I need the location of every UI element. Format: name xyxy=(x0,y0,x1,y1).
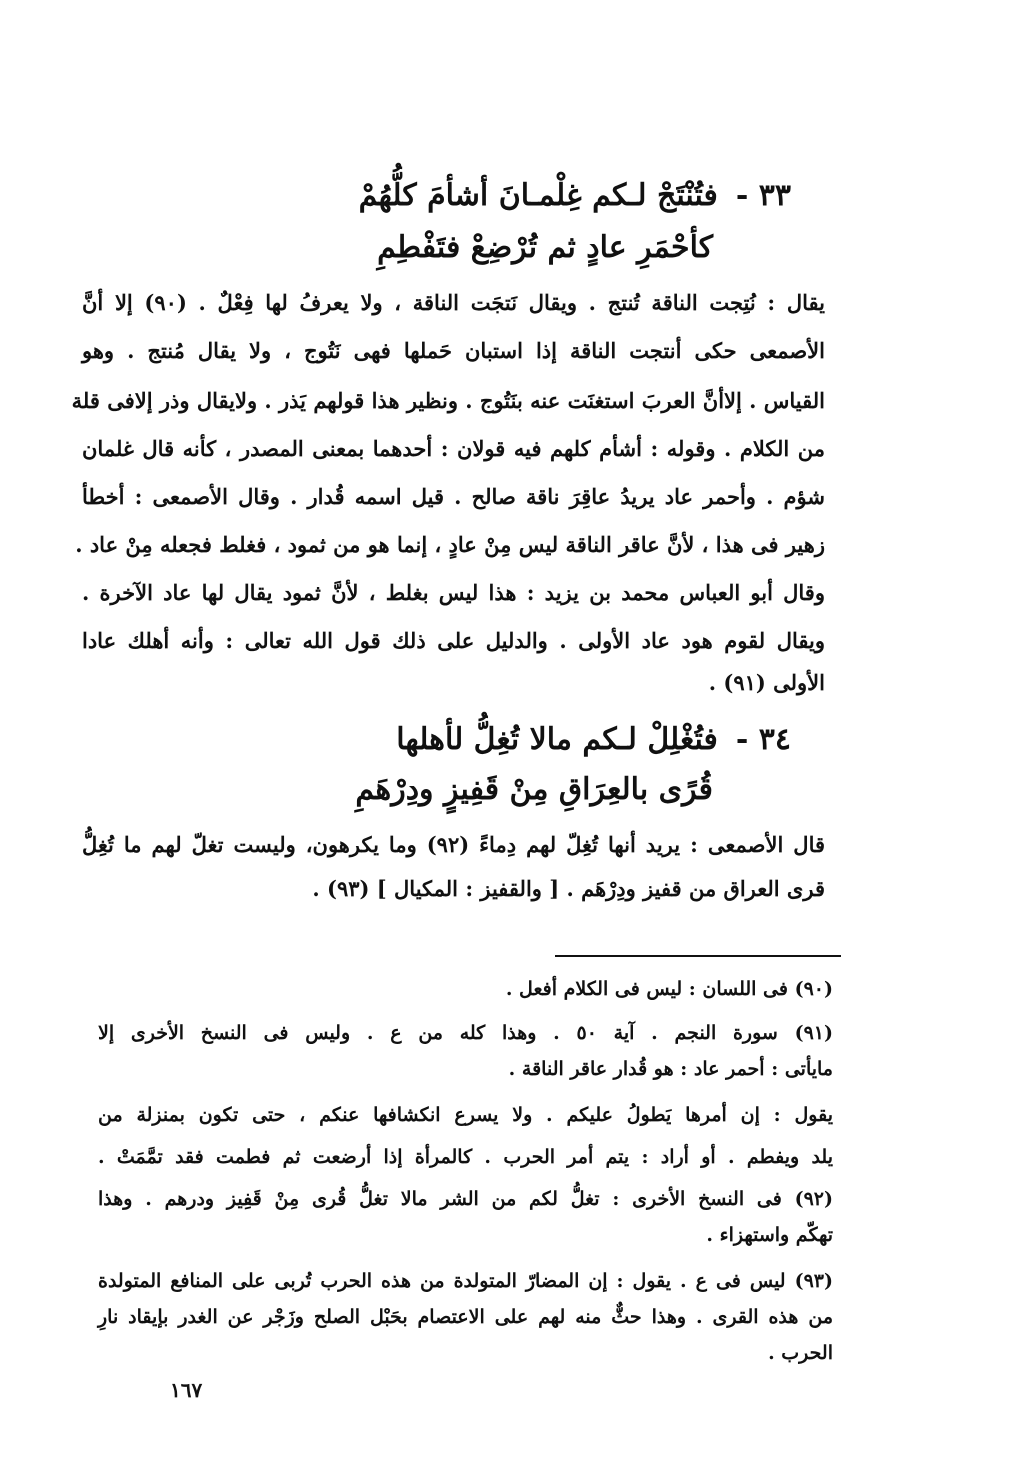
commentary-33-line-3: القياس . إلاأنَّ العربَ استغنَت عنه بنَتُوج . ونظير هذا قولهم يَذر . ولايقال وذر إلافى قلة xyxy=(71,388,825,413)
verse-33-first-hemistich xyxy=(359,178,791,213)
verse-33-second-hemistich xyxy=(377,230,713,265)
page-number: ١٦٧ xyxy=(170,1378,203,1402)
commentary-33-line-1: يقال : نُتِجت الناقة تُنتج . ويقال نَتجَت الناقة ، ولا يعرفُ لها فِعْلٌ . (٩٠) إلا أنَّ xyxy=(82,290,825,315)
footnote-93-line-3: الحرب . xyxy=(768,1342,833,1364)
verse-34-hemistich-2: قُرًى بالعِرَاقِ مِنْ قَفِيزٍ ودِرْهَمِ xyxy=(355,772,713,807)
footnote-91-line-4: يلد ويفطم . أو أراد : يتم أمر الحرب . كالمرأة إذا أرضعت ثم فطمت فقد تمَّمَتْ . xyxy=(98,1146,833,1168)
footnote-separator xyxy=(555,955,841,957)
commentary-34-line-1: قال الأصمعى : يريد أنها تُغِلّ لهم دِماءً (٩٢) وما يكرهون، وليست تغلّ لهم ما تُغِلُّ xyxy=(82,832,826,857)
verse-33-hemistich-1: فتُنْتَجْ لـكم غِلْمـانَ أشأمَ كلُّهُمْ xyxy=(358,178,718,213)
commentary-33-line-4: من الكلام . وقوله : أشأم كلهم فيه قولان : أحدهما بمعنى المصدر ، كأنه قال غلمان xyxy=(82,436,825,461)
commentary-33-line-9: الأولى (٩١) . xyxy=(708,670,825,695)
verse-34-first-hemistich xyxy=(396,722,791,757)
footnote-93-line-2: من هذه القرى . وهذا حثٌّ منه لهم على الاعتصام بحَبْل الصلح وزَجْر عن الغدر بإيقاد نارِ xyxy=(98,1306,833,1328)
commentary-33-line-5: شؤم . وأحمر عاد يريدُ عاقِرَ ناقة صالح . قيل اسمه قُدار . وقال الأصمعى : أخطأ xyxy=(82,484,825,509)
commentary-33-line-8: ويقال لقوم هود عاد الأولى . والدليل على ذلك قول الله تعالى : وأنه أهلك عادا xyxy=(82,628,825,653)
footnote-91-line-2: مايأتى : أحمر عاد : هو قُدار عاقر الناقة . xyxy=(508,1058,833,1080)
verse-33-hemistich-2: كأحْمَرِ عادٍ ثم تُرْضِعْ فتَفْطِمِ xyxy=(377,230,713,265)
footnote-90: (٩٠) فى اللسان : ليس فى الكلام أفعل . xyxy=(505,978,833,1000)
commentary-34-line-2: قرى العراق من قفيز ودِرْهَم . [ والقفيز : المكيال ] (٩٣) . xyxy=(312,876,825,901)
commentary-33-line-7: وقال أبو العباس محمد بن يزيد : هذا ليس بغلط ، لأنَّ ثمود يقال لها عاد الآخرة . xyxy=(82,580,825,605)
verse-34-number: ٣٤ - xyxy=(735,722,791,757)
footnote-92-line-2: تهكّم واستهزاء . xyxy=(706,1224,833,1246)
footnote-92-line-1: (٩٢) فى النسخ الأخرى : تغلُّ لكم من الشر مالا تغلُّ قُرى مِنْ قَفِيز ودرهم . وهذا xyxy=(98,1188,833,1210)
commentary-33-line-2: الأصمعى حكى أنتجت الناقة إذا استبان حَملها فهى نَتُوج ، ولا يقال مُنتج . وهو xyxy=(82,338,825,363)
footnote-91-line-1: (٩١) سورة النجم . آية ٥٠ . وهذا كله من ع . وليس فى النسخ الأخرى إلا xyxy=(98,1022,833,1044)
footnote-93-line-1: (٩٣) ليس فى ع . يقول : إن المضارّ المتولدة من هذه الحرب تُربى على المنافع المتولدة xyxy=(98,1270,833,1292)
footnote-91-line-3: يقول : إن أمرها يَطولُ عليكم . ولا يسرع انكشافها عنكم ، حتى تكون بمنزلة من xyxy=(98,1104,833,1126)
verse-34-hemistich-1: فتُغْلِلْ لـكم مالا تُغِلُّ لأهلها xyxy=(396,722,718,757)
verse-33-number: ٣٣ - xyxy=(735,178,791,213)
commentary-33-line-6: زهير فى هذا ، لأنَّ عاقر الناقة ليس مِنْ عادٍ ، إنما هو من ثمود ، فغلط فجعله مِنْ عاد . xyxy=(75,532,825,557)
verse-34-second-hemistich xyxy=(355,772,713,807)
